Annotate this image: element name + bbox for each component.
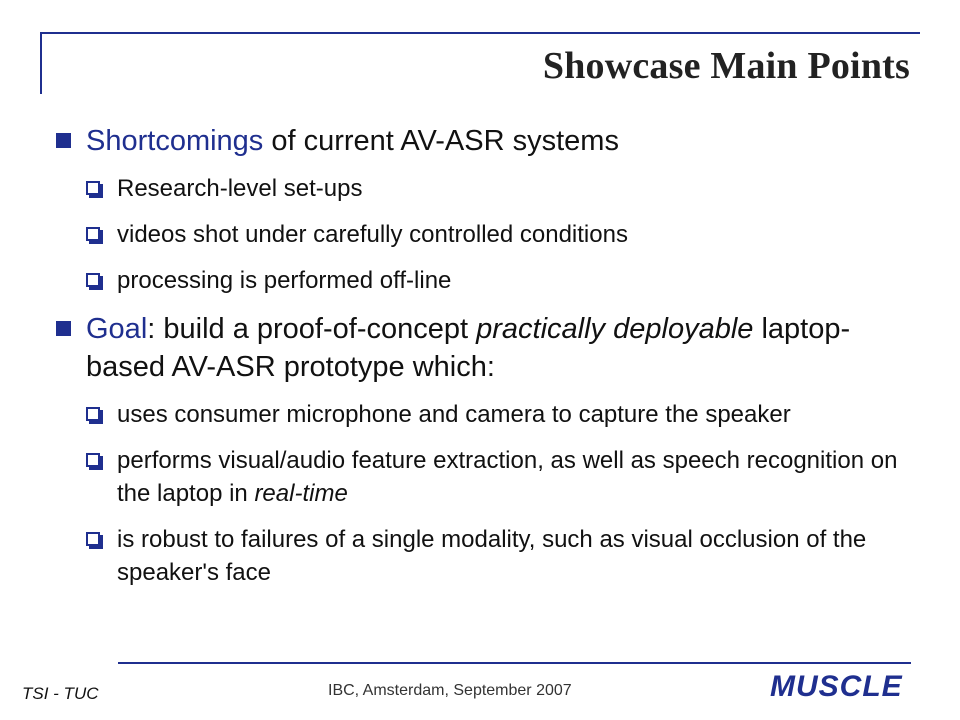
bullet-text: of current AV-ASR systems	[263, 125, 619, 157]
bullet-text: : build a proof-of-concept	[147, 313, 477, 345]
subbullet-item	[56, 398, 906, 431]
subbullet-item	[56, 172, 906, 205]
checkbox-bullet-icon	[86, 227, 100, 241]
subbullet-text: uses consumer microphone and camera to capture the speaker	[117, 401, 791, 428]
slide-content	[56, 122, 906, 602]
checkbox-bullet-icon	[86, 273, 100, 287]
square-bullet-icon	[56, 321, 71, 336]
left-border-line	[40, 32, 42, 94]
checkbox-bullet-icon	[86, 407, 100, 421]
subbullet-text: processing is performed off-line	[117, 267, 452, 294]
top-border-line	[40, 32, 920, 34]
subbullet-item	[56, 218, 906, 251]
subbullet-item	[56, 523, 906, 589]
bullet-lead: Goal	[86, 313, 148, 345]
subbullet-text: is robust to failures of a single modality, such as visual occlusion of the speaker's face	[117, 526, 867, 586]
subbullet-text: videos shot under carefully controlled conditions	[117, 221, 628, 248]
bullet-shortcomings	[56, 122, 906, 160]
square-bullet-icon	[56, 133, 71, 148]
bullet-text: laptop-based AV-ASR prototype which:	[86, 313, 851, 383]
subbullet-text: Research-level set-ups	[117, 175, 363, 202]
bullet-lead: Shortcomings	[86, 125, 264, 157]
footer-event: IBC, Amsterdam, September 2007	[328, 682, 572, 699]
subbullet-text: performs visual/audio feature extraction, as well as speech recognition on the laptop in	[117, 447, 898, 507]
checkbox-bullet-icon	[86, 181, 100, 195]
muscle-logo: MUSCLE	[770, 670, 903, 703]
bullet-goal	[56, 310, 906, 386]
bullet-text-italic: practically deployable	[476, 313, 754, 345]
footer-divider	[118, 662, 911, 664]
subbullet-item	[56, 444, 906, 510]
checkbox-bullet-icon	[86, 532, 100, 546]
slide-title: Showcase Main Points	[542, 45, 910, 87]
subbullet-item	[56, 264, 906, 297]
footer-affiliation: TSI - TUC	[22, 684, 99, 703]
subbullet-text-italic: real-time	[254, 480, 348, 507]
checkbox-bullet-icon	[86, 453, 100, 467]
